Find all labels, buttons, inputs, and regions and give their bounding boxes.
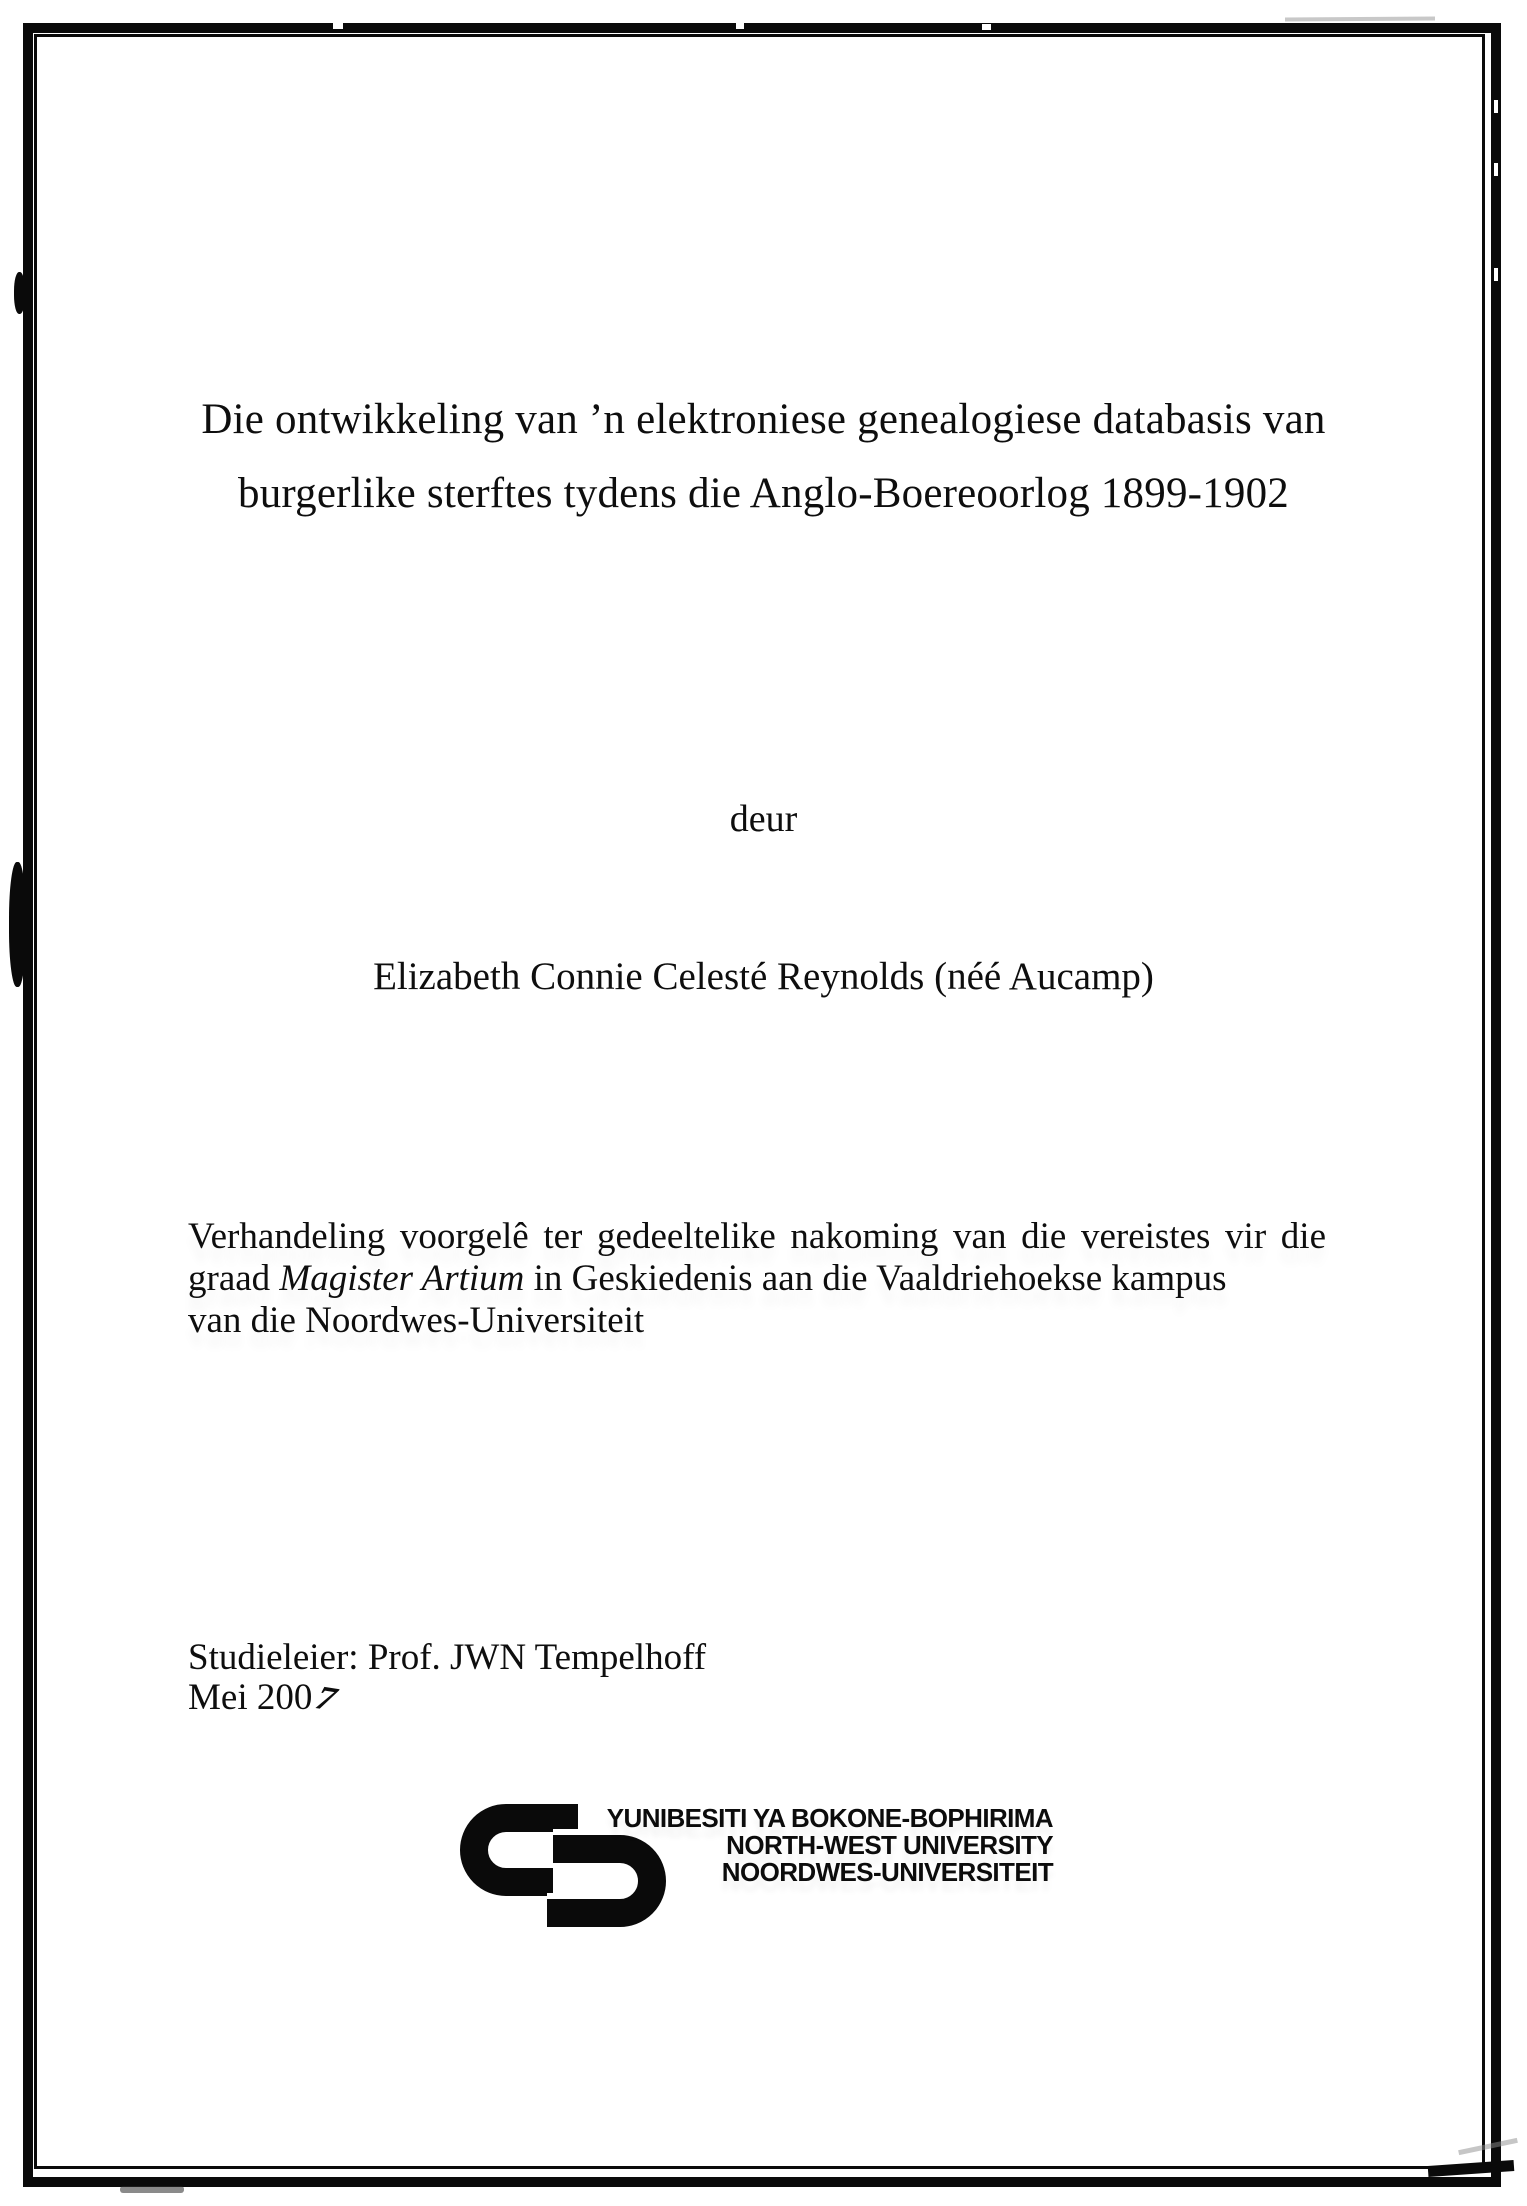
date-last-digit: 7 [308, 1679, 345, 1719]
university-logo-text [607, 1805, 1053, 1886]
degree-statement-line2 [188, 1258, 1326, 1300]
date-line [188, 1678, 706, 1718]
logo-line-afrikaans: NOORDWES-UNIVERSITEIT [721, 1857, 1053, 1887]
supervisor-line: Studieleier: Prof. JWN Tempelhoff [188, 1637, 707, 1678]
scan-artifact [1285, 16, 1435, 21]
byline-deur: deur [729, 798, 798, 840]
degree-statement-line3: van die Noordwes-Universiteit [188, 1300, 645, 1341]
date-prefix: Mei 200 [188, 1677, 313, 1718]
degree-statement-line1: Verhandeling voorgelê ter gedeeltelike nakoming van die vereistes vir die [188, 1216, 1326, 1257]
thesis-title-line1: Die ontwikkeling van ’n elektroniese genealogiese databasis van [201, 396, 1326, 443]
degree-name-italic: Magister Artium [279, 1258, 525, 1299]
degree-statement-line2-prefix: graad [188, 1258, 280, 1299]
supervisor-block [188, 1638, 706, 1718]
thesis-title [100, 395, 1427, 519]
author-name: Elizabeth Connie Celesté Reynolds (néé Aucamp) [373, 955, 1154, 998]
degree-statement [188, 1216, 1326, 1342]
logo-line-english: NORTH-WEST UNIVERSITY [726, 1830, 1053, 1860]
thesis-title-line2: burgerlike sterftes tydens die Anglo-Boereoorlog 1899-1902 [238, 470, 1289, 517]
degree-statement-line2-suffix: in Geskiedenis aan die Vaaldriehoekse kampus [524, 1258, 1227, 1299]
scan-artifact [120, 2186, 184, 2193]
logo-line-setswana: YUNIBESITI YA BOKONE-BOPHIRIMA [606, 1803, 1053, 1833]
